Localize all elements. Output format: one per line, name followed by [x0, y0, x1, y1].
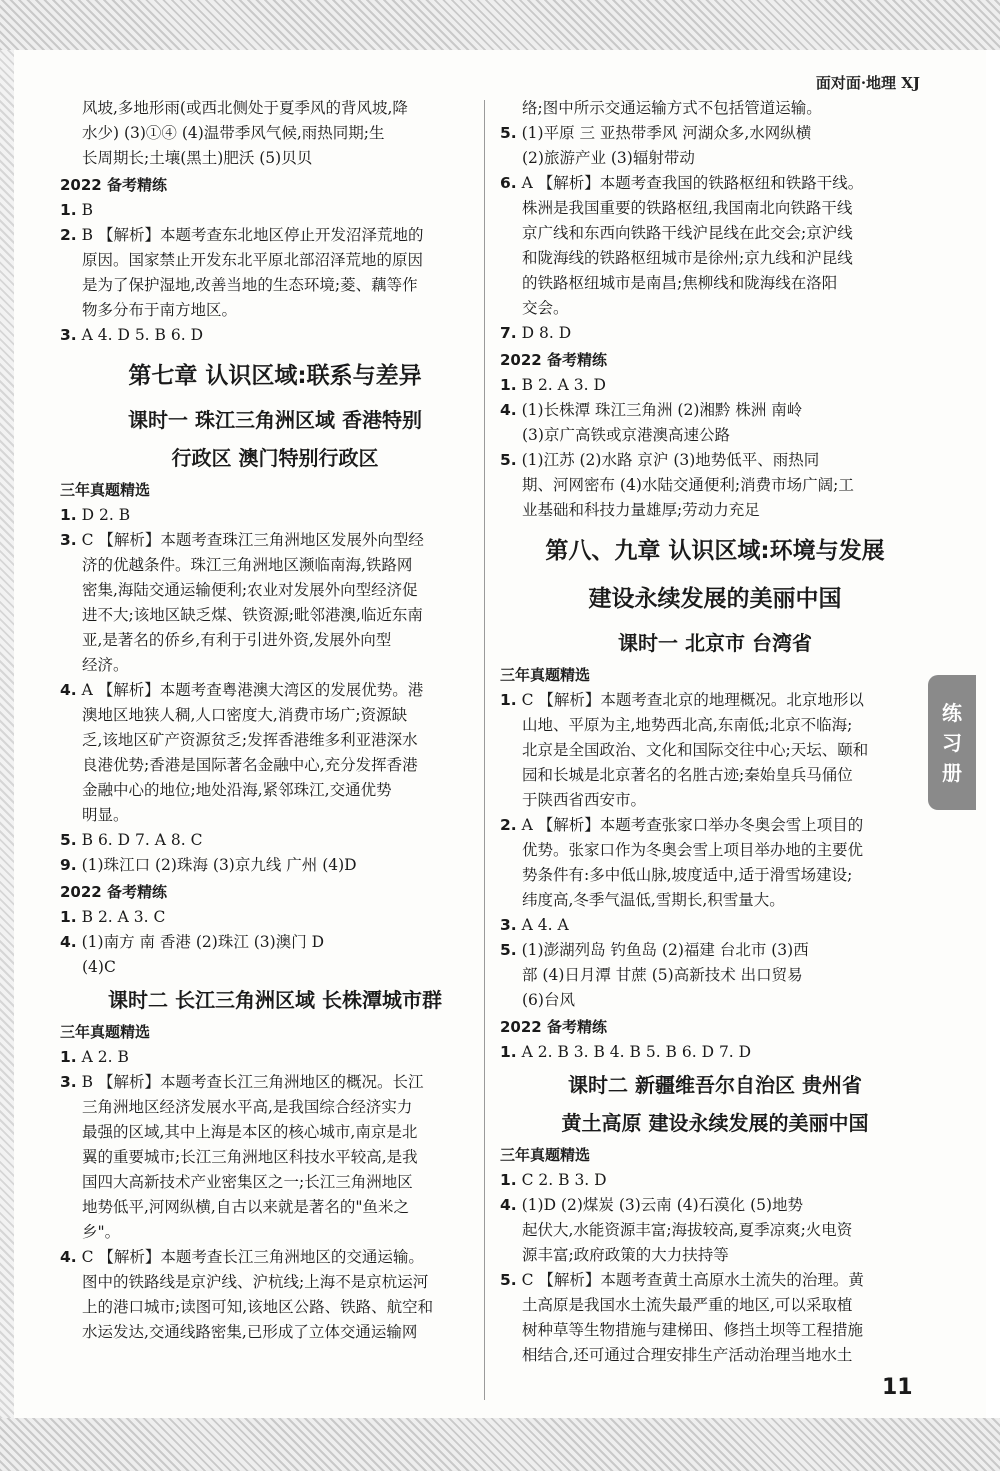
answer-item	[60, 1070, 490, 1095]
answer-item	[60, 323, 490, 348]
body-text-line: 水运发达,交通线路密集,已形成了立体交通运输网	[82, 1323, 418, 1341]
chapter-title: 第八、九章 认识区域:环境与发展	[545, 538, 885, 564]
question-number: 7.	[500, 324, 517, 342]
section-heading: 三年真题精选	[500, 666, 591, 684]
question-number: 4.	[60, 933, 77, 951]
body-text-line: 密集,海陆交通运输便利;农业对发展外向型经济促	[82, 581, 418, 599]
body-text-line: 络;图中所示交通运输方式不包括管道运输。	[522, 99, 822, 117]
lesson-title: 课时一 珠江三角洲区域 香港特别	[128, 408, 422, 432]
answer-text: B 6. D 7. A 8. C	[81, 831, 203, 849]
body-text-line: 势条件有:多中低山脉,坡度适中,适于滑雪场建设;	[522, 866, 853, 884]
question-number: 1.	[500, 691, 517, 709]
body-text-line: 京广线和东西向铁路干线沪昆线在此交会;京沪线	[522, 224, 853, 242]
question-number: 3.	[60, 531, 77, 549]
answer-item	[500, 321, 930, 346]
lesson-title: 课时二 长江三角洲区域 长株潭城市群	[108, 988, 442, 1012]
answer-text: A 4. D 5. B 6. D	[81, 326, 203, 344]
section-heading: 2022 备考精练	[500, 1018, 607, 1036]
body-text-line: 起伏大,水能资源丰富;海拔较高,夏季凉爽;火电资	[522, 1221, 853, 1239]
body-text-line: 长周期长;土壤(黑土)肥沃 (5)贝贝	[82, 149, 313, 167]
answer-text: B 【解析】本题考查长江三角洲地区的概况。长江	[81, 1073, 424, 1091]
answer-text: (1)江苏 (2)水路 京沪 (3)地势低平、雨热同	[521, 451, 820, 469]
answer-text: C 2. B 3. D	[521, 1171, 607, 1189]
lesson-title: 黄土高原 建设永续发展的美丽中国	[561, 1111, 869, 1135]
chapter-title: 建设永续发展的美丽中国	[588, 586, 842, 612]
body-text-line: 水少) (3)①④ (4)温带季风气候,雨热同期;生	[82, 124, 385, 142]
body-text-line: 北京是全国政治、文化和国际交往中心;天坛、颐和	[522, 741, 869, 759]
answer-item	[500, 373, 930, 398]
answer-item	[60, 828, 490, 853]
question-number: 9.	[60, 856, 77, 874]
body-text-line: 物多分布于南方地区。	[82, 301, 238, 319]
answer-item	[60, 853, 490, 878]
body-text-line: 的铁路枢纽城市是南昌;焦柳线和陇海线在洛阳	[522, 274, 838, 292]
answer-item	[500, 171, 930, 196]
body-text-line: 三角洲地区经济发展水平高,是我国综合经济实力	[82, 1098, 413, 1116]
body-text-line: 是为了保护湿地,改善当地的生态环境;菱、藕等作	[82, 276, 418, 294]
body-text-line: 树种草等生物措施与建梯田、修挡土坝等工程措施	[522, 1321, 864, 1339]
body-text-line: (6)台风	[522, 991, 575, 1009]
answer-item	[500, 1193, 930, 1218]
lesson-title: 课时二 新疆维吾尔自治区 贵州省	[568, 1073, 862, 1097]
body-text-line: 纬度高,冬季气温低,雪期长,积雪量大。	[522, 891, 785, 909]
answer-item	[500, 913, 930, 938]
answer-text: B 2. A 3. D	[521, 376, 606, 394]
answer-item	[500, 1268, 930, 1293]
answer-item	[500, 813, 930, 838]
body-text-line: 风坡,多地形雨(或西北侧处于夏季风的背风坡,降	[82, 99, 408, 117]
body-text-line: 和陇海线的铁路枢纽城市是徐州;京九线和沪昆线	[522, 249, 853, 267]
side-tab-char: 册	[942, 760, 962, 785]
answer-item	[60, 528, 490, 553]
answer-text: A 【解析】本题考查粤港澳大湾区的发展优势。港	[81, 681, 424, 699]
question-number: 5.	[500, 124, 517, 142]
body-text-line: (2)旅游产业 (3)辐射带动	[522, 149, 695, 167]
answer-text: D 8. D	[521, 324, 572, 342]
body-text-line: 于陕西省西安市。	[522, 791, 647, 809]
lesson-title: 行政区 澳门特别行政区	[171, 446, 379, 470]
body-text-line: 业基础和科技力量雄厚;劳动力充足	[522, 501, 760, 519]
section-heading: 2022 备考精练	[500, 351, 607, 369]
section-heading: 三年真题精选	[60, 1023, 151, 1041]
answer-text: C 【解析】本题考查珠江三角洲地区发展外向型经	[81, 531, 424, 549]
right-column	[500, 96, 930, 1368]
body-text-line: 良港优势;香港是国际著名金融中心,充分发挥香港	[82, 756, 418, 774]
answer-text: A 【解析】本题考查我国的铁路枢纽和铁路干线。	[521, 174, 864, 192]
body-text-line: 交会。	[522, 299, 569, 317]
body-text-line: 亚,是著名的侨乡,有利于引进外资,发展外向型	[82, 631, 392, 649]
answer-item	[500, 398, 930, 423]
body-text-line: 地势低平,河网纵横,自古以来就是著名的"鱼米之	[82, 1198, 409, 1216]
body-text-line: 原因。国家禁止开发东北平原北部沼泽荒地的原因	[82, 251, 424, 269]
answer-text: B 2. A 3. C	[81, 908, 166, 926]
body-text-line: 株洲是我国重要的铁路枢纽,我国南北向铁路干线	[522, 199, 853, 217]
body-text-line: 进不大;该地区缺乏煤、铁资源;毗邻港澳,临近东南	[82, 606, 423, 624]
question-number: 5.	[500, 451, 517, 469]
bottom-margin-pattern	[0, 1418, 1000, 1471]
body-text-line: 相结合,还可通过合理安排生产活动治理当地水土	[522, 1346, 853, 1364]
answer-text: C 【解析】本题考查黄土高原水土流失的治理。黄	[521, 1271, 864, 1289]
body-text-line: 澳地区地狭人稠,人口密度大,消费市场广;资源缺	[82, 706, 408, 724]
question-number: 1.	[60, 1048, 77, 1066]
question-number: 4.	[60, 681, 77, 699]
body-text-line: 上的港口城市;读图可知,该地区公路、铁路、航空和	[82, 1298, 434, 1316]
question-number: 5.	[500, 941, 517, 959]
body-text-line: 优势。张家口作为冬奥会雪上项目举办地的主要优	[522, 841, 864, 859]
page-number: 11	[882, 1375, 913, 1400]
body-text-line: 翼的重要城市;长江三角洲地区科技水平较高,是我	[82, 1148, 418, 1166]
body-text-line: 济的优越条件。珠江三角洲地区濒临南海,铁路网	[82, 556, 413, 574]
body-text-line: (4)C	[82, 958, 116, 976]
answer-item	[500, 938, 930, 963]
section-heading: 2022 备考精练	[60, 883, 167, 901]
question-number: 5.	[60, 831, 77, 849]
answer-item	[60, 905, 490, 930]
answer-text: (1)澎湖列岛 钓鱼岛 (2)福建 台北市 (3)西	[521, 941, 809, 959]
answer-item	[500, 688, 930, 713]
answer-item	[500, 121, 930, 146]
question-number: 3.	[500, 916, 517, 934]
top-margin-pattern	[0, 0, 1000, 50]
question-number: 2.	[60, 226, 77, 244]
answer-text: A 【解析】本题考查张家口举办冬奥会雪上项目的	[521, 816, 864, 834]
question-number: 4.	[500, 1196, 517, 1214]
question-number: 1.	[60, 506, 77, 524]
body-text-line: 山地、平原为主,地势西北高,东南低;北京不临海;	[522, 716, 853, 734]
side-tab	[928, 675, 976, 810]
left-margin-pattern	[0, 50, 14, 1418]
answer-item	[60, 930, 490, 955]
section-heading: 2022 备考精练	[60, 176, 167, 194]
answer-text: (1)南方 南 香港 (2)珠江 (3)澳门 D	[81, 933, 325, 951]
answer-text: (1)D (2)煤炭 (3)云南 (4)石漠化 (5)地势	[521, 1196, 804, 1214]
body-text-line: 最强的区域,其中上海是本区的核心城市,南京是北	[82, 1123, 418, 1141]
body-text-line: 土高原是我国水土流失最严重的地区,可以采取植	[522, 1296, 853, 1314]
answer-text: A 4. A	[521, 916, 569, 934]
body-text-line: 经济。	[82, 656, 129, 674]
question-number: 1.	[60, 908, 77, 926]
question-number: 1.	[500, 1043, 517, 1061]
answer-text: C 【解析】本题考查长江三角洲地区的交通运输。	[81, 1248, 424, 1266]
answer-text: D 2. B	[81, 506, 131, 524]
section-heading: 三年真题精选	[60, 481, 151, 499]
question-number: 2.	[500, 816, 517, 834]
question-number: 5.	[500, 1271, 517, 1289]
question-number: 3.	[60, 326, 77, 344]
left-column	[60, 96, 490, 1345]
answer-item	[60, 678, 490, 703]
answer-item	[500, 448, 930, 473]
answer-item	[60, 1045, 490, 1070]
body-text-line: 乡"。	[82, 1223, 121, 1241]
lesson-title: 课时一 北京市 台湾省	[618, 631, 812, 655]
answer-item	[500, 1040, 930, 1065]
answer-item	[60, 223, 490, 248]
answer-text: (1)珠江口 (2)珠海 (3)京九线 广州 (4)D	[81, 856, 357, 874]
question-number: 4.	[500, 401, 517, 419]
section-heading: 三年真题精选	[500, 1146, 591, 1164]
answer-text: (1)长株潭 珠江三角洲 (2)湘黔 株洲 南岭	[521, 401, 803, 419]
side-tab-char: 练	[942, 700, 962, 725]
body-text-line: 金融中心的地位;地处沿海,紧邻珠江,交通优势	[82, 781, 392, 799]
answer-text: (1)平原 三 亚热带季风 河湖众多,水网纵横	[521, 124, 812, 142]
body-text-line: 部 (4)日月潭 甘蔗 (5)高新技术 出口贸易	[522, 966, 803, 984]
question-number: 1.	[500, 1171, 517, 1189]
body-text-line: 期、河网密布 (4)水陆交通便利;消费市场广阔;工	[522, 476, 854, 494]
body-text-line: 国四大高新技术产业密集区之一;长江三角洲地区	[82, 1173, 413, 1191]
question-number: 6.	[500, 174, 517, 192]
answer-text: A 2. B 3. B 4. B 5. B 6. D 7. D	[521, 1043, 752, 1061]
answer-text: B 【解析】本题考查东北地区停止开发沼泽荒地的	[81, 226, 424, 244]
question-number: 1.	[60, 201, 77, 219]
running-header: 面对面·地理 XJ	[815, 74, 920, 92]
question-number: 1.	[500, 376, 517, 394]
answer-text: A 2. B	[81, 1048, 129, 1066]
question-number: 4.	[60, 1248, 77, 1266]
column-divider	[484, 100, 485, 1400]
body-text-line: 乏,该地区矿产资源贫乏;发挥香港维多利亚港深水	[82, 731, 418, 749]
side-tab-char: 习	[942, 730, 962, 755]
body-text-line: (3)京广高铁或京港澳高速公路	[522, 426, 730, 444]
answer-item	[500, 1168, 930, 1193]
answer-text: B	[81, 201, 94, 219]
answer-item	[60, 198, 490, 223]
answer-item	[60, 503, 490, 528]
body-text-line: 园和长城是北京著名的名胜古迹;秦始皇兵马俑位	[522, 766, 853, 784]
question-number: 3.	[60, 1073, 77, 1091]
answer-text: C 【解析】本题考查北京的地理概况。北京地形以	[521, 691, 864, 709]
body-text-line: 图中的铁路线是京沪线、沪杭线;上海不是京杭运河	[82, 1273, 429, 1291]
body-text-line: 明显。	[82, 806, 129, 824]
body-text-line: 源丰富;政府政策的大力扶持等	[522, 1246, 729, 1264]
chapter-title: 第七章 认识区域:联系与差异	[128, 363, 422, 389]
answer-item	[60, 1245, 490, 1270]
